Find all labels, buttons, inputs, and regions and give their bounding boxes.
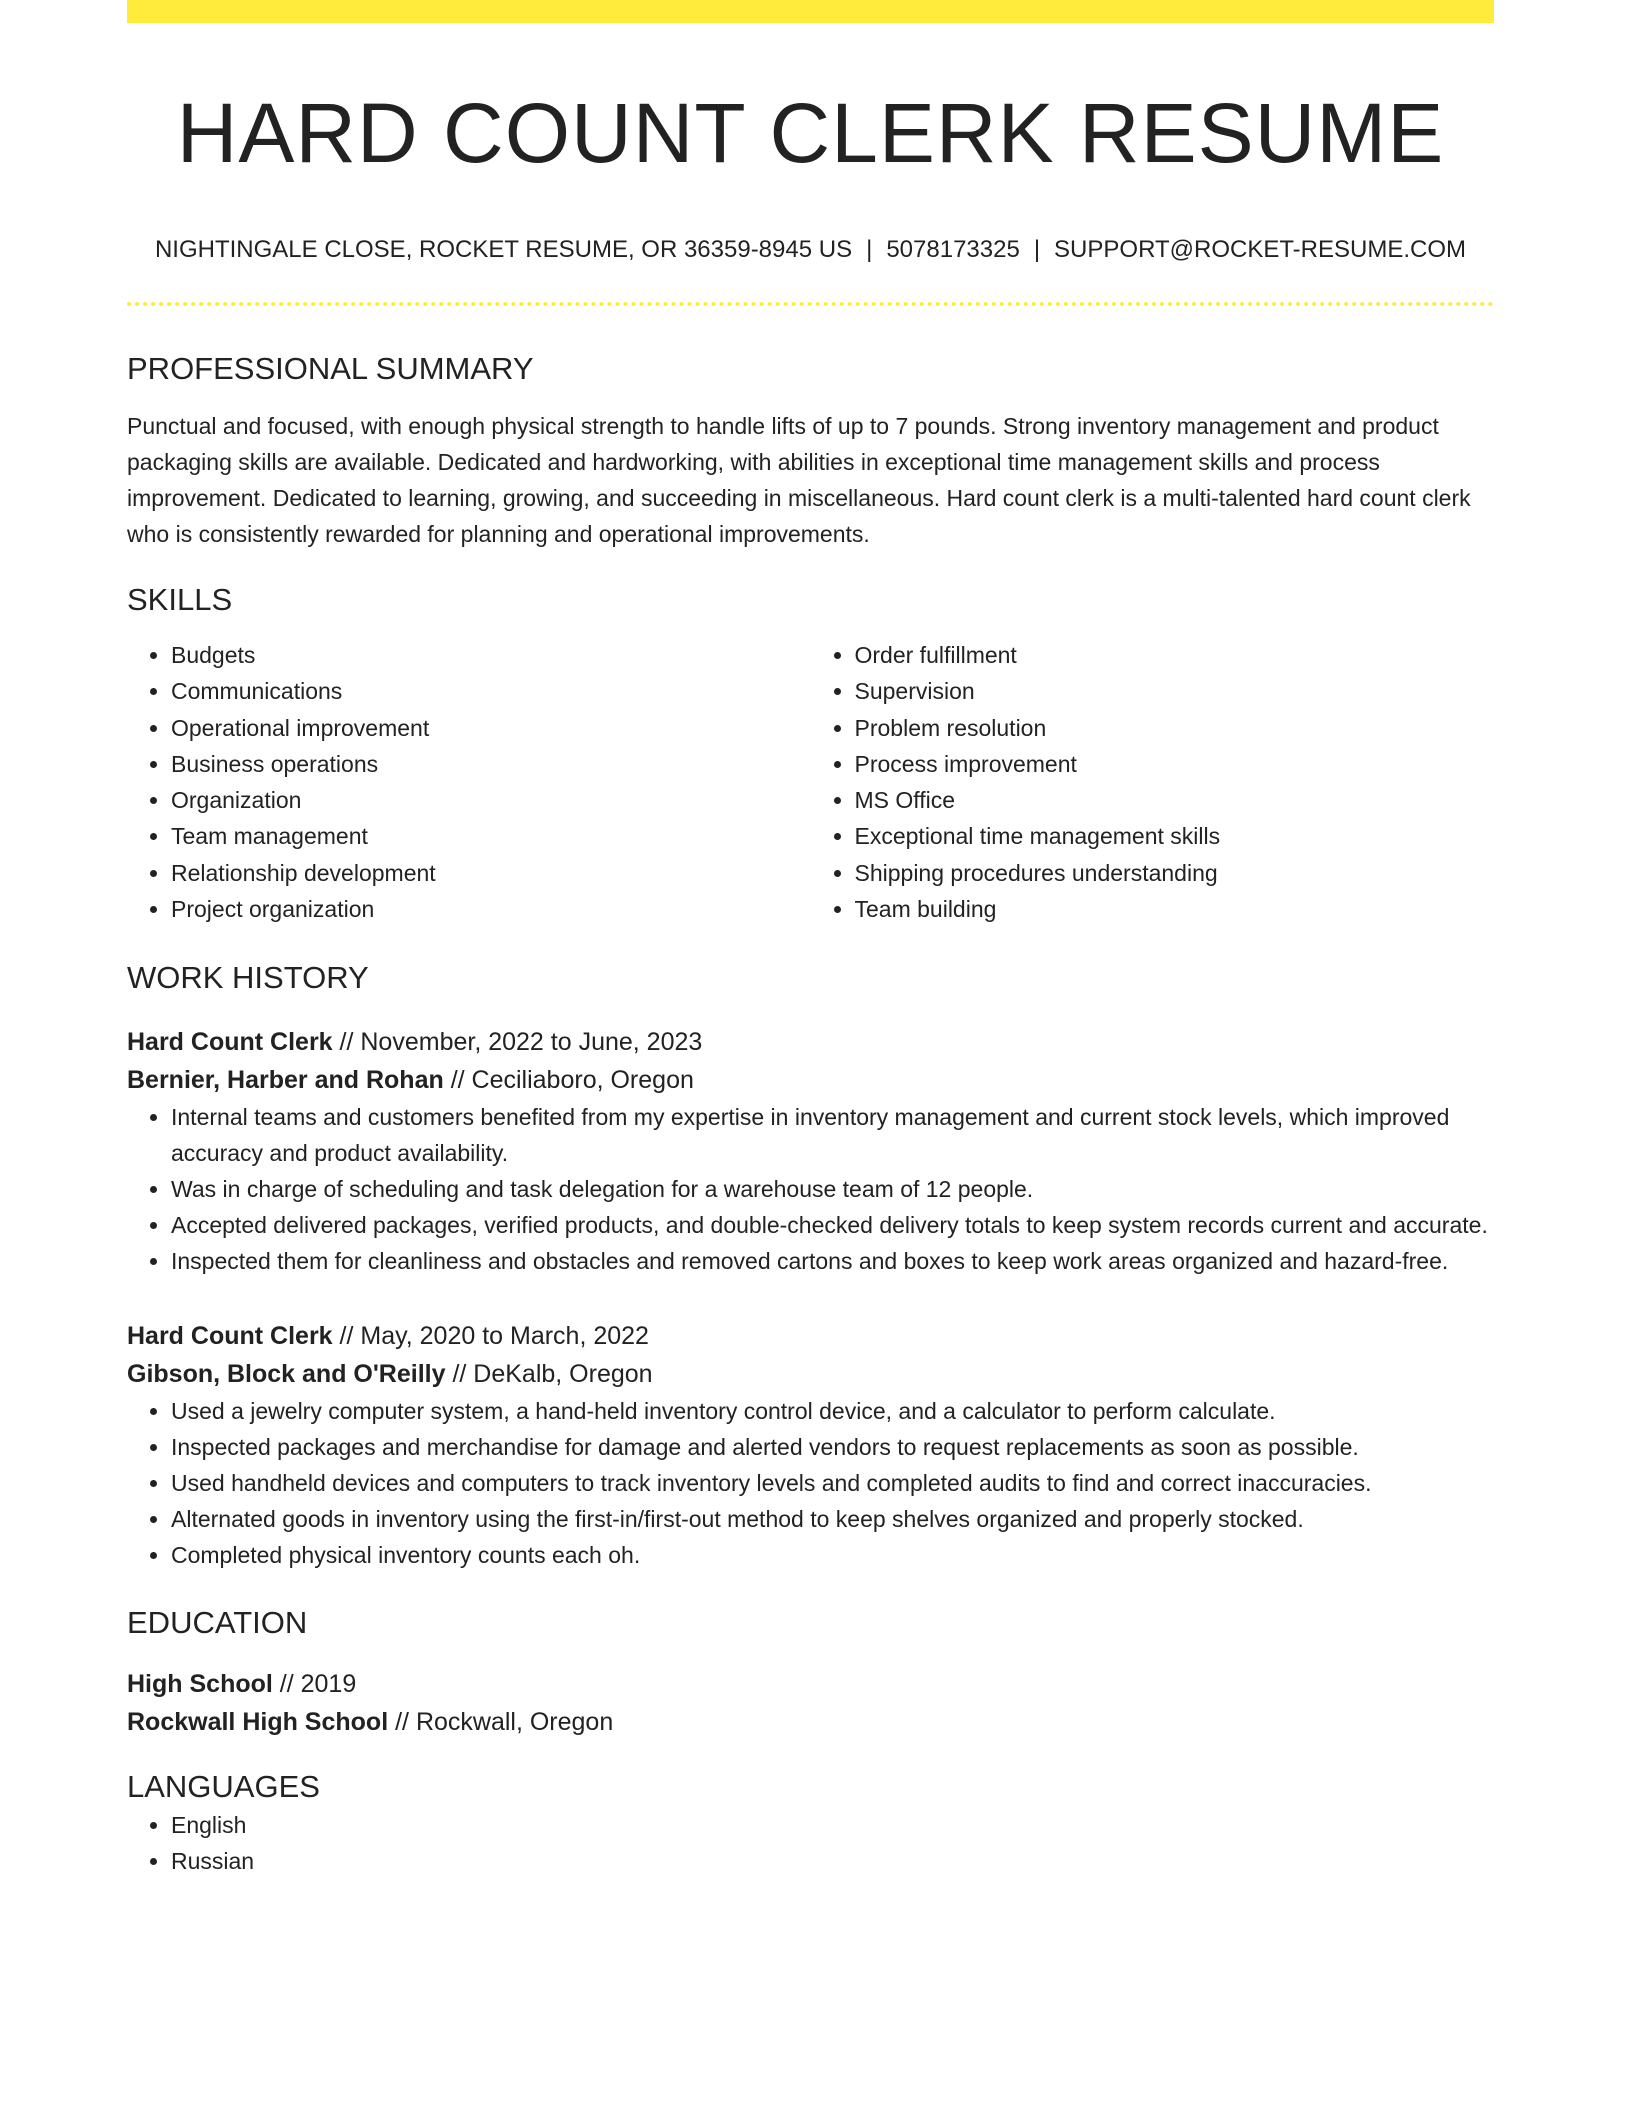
skill-item: • Budgets <box>171 637 811 673</box>
job-bullet: • Inspected them for cleanliness and obstacles and removed cartons and boxes to keep work areas organized and hazard-free. <box>171 1243 1494 1279</box>
work-history-heading: WORK HISTORY <box>127 960 369 996</box>
job-bullet: • Was in charge of scheduling and task delegation for a warehouse team of 12 people. <box>171 1171 1494 1207</box>
resume-title: HARD COUNT CLERK RESUME <box>176 86 1445 180</box>
resume-page <box>127 0 1494 1879</box>
job-company: Gibson, Block and O'Reilly <box>127 1360 446 1389</box>
education-degree-line <box>127 1665 1494 1703</box>
job-company-line <box>127 1061 1494 1099</box>
skill-item: • Supervision <box>855 673 1495 709</box>
skills-columns <box>127 637 1494 927</box>
contact-address: NIGHTINGALE CLOSE, ROCKET RESUME, OR 36359-8945 US <box>154 236 853 263</box>
skill-item: • Exceptional time management skills <box>855 818 1495 854</box>
job-role: Hard Count Clerk <box>127 1322 333 1351</box>
job-bullet: • Used handheld devices and computers to track inventory levels and completed audits to find and correct inaccuracies. <box>171 1465 1494 1501</box>
skills-heading: SKILLS <box>127 582 233 617</box>
education-year: // 2019 <box>272 1670 357 1699</box>
skill-item: • Process improvement <box>855 746 1495 782</box>
skills-left-list <box>127 637 811 927</box>
contact-separator: | <box>1033 236 1041 263</box>
skill-item: • Business operations <box>171 746 811 782</box>
skill-item: • Project organization <box>171 891 811 927</box>
language-item: • English <box>171 1807 1494 1843</box>
job-bullet: • Internal teams and customers benefited from my expertise in inventory management and current stock levels, which improved accuracy and product availability. <box>171 1099 1494 1171</box>
skill-item: • Problem resolution <box>855 710 1495 746</box>
job-title-line <box>127 1023 1494 1061</box>
job-location: // DeKalb, Oregon <box>445 1360 653 1389</box>
job-location: // Ceciliaboro, Oregon <box>443 1066 694 1095</box>
job-bullets <box>127 1099 1494 1279</box>
skills-right-list <box>811 637 1495 927</box>
job-bullet: • Used a jewelry computer system, a hand-held inventory control device, and a calculator to perform calculate. <box>171 1393 1494 1429</box>
skill-item: • Team building <box>855 891 1495 927</box>
contact-phone: 5078173325 <box>886 236 1020 263</box>
job-dates: // November, 2022 to June, 2023 <box>332 1028 703 1057</box>
job-bullets <box>127 1393 1494 1573</box>
education-location: // Rockwall, Oregon <box>388 1708 614 1737</box>
languages-list <box>127 1807 1494 1879</box>
languages-heading: LANGUAGES <box>127 1769 320 1805</box>
summary-heading: PROFESSIONAL SUMMARY <box>127 351 534 386</box>
contact-separator: | <box>866 236 873 263</box>
summary-text: Punctual and focused, with enough physical strength to handle lifts of up to 7 pounds. Strong inventory management and product packaging skills are available. Dedicated and hardworking, with abilities in exceptional time management skills and process improvement. Dedicated to learning, growing, and succeeding in miscellaneous. Hard count clerk is a multi-talented hard count clerk who is consistently rewarded for planning and operational improvements. <box>127 413 1471 547</box>
dotted-divider <box>127 302 1494 306</box>
skill-item: • Shipping procedures understanding <box>855 855 1495 891</box>
skill-item: • Team management <box>171 818 811 854</box>
language-item: • Russian <box>171 1843 1494 1879</box>
job-bullet: • Accepted delivered packages, verified products, and double-checked delivery totals to keep system records current and accurate. <box>171 1207 1494 1243</box>
job-title-line <box>127 1317 1494 1355</box>
skill-item: • Relationship development <box>171 855 811 891</box>
job-bullet: • Inspected packages and merchandise for damage and alerted vendors to request replacements as soon as possible. <box>171 1429 1494 1465</box>
job-bullet: • Alternated goods in inventory using the first-in/first-out method to keep shelves organized and properly stocked. <box>171 1501 1494 1537</box>
skill-item: • MS Office <box>855 782 1495 818</box>
contact-email: SUPPORT@ROCKET-RESUME.COM <box>1054 236 1467 263</box>
job-dates: // May, 2020 to March, 2022 <box>332 1322 649 1351</box>
education-heading: EDUCATION <box>127 1605 308 1641</box>
education-school-line <box>127 1703 1494 1741</box>
job-role: Hard Count Clerk <box>127 1028 333 1057</box>
education-degree: High School <box>127 1670 273 1699</box>
skill-item: • Organization <box>171 782 811 818</box>
skill-item: • Order fulfillment <box>855 637 1495 673</box>
skill-item: • Communications <box>171 673 811 709</box>
job-company-line <box>127 1355 1494 1393</box>
top-accent-bar <box>127 0 1494 23</box>
contact-line <box>127 235 1494 265</box>
job-company: Bernier, Harber and Rohan <box>127 1066 444 1095</box>
job-bullet: • Completed physical inventory counts each oh. <box>171 1537 1494 1573</box>
skill-item: • Operational improvement <box>171 710 811 746</box>
education-school: Rockwall High School <box>127 1708 389 1737</box>
